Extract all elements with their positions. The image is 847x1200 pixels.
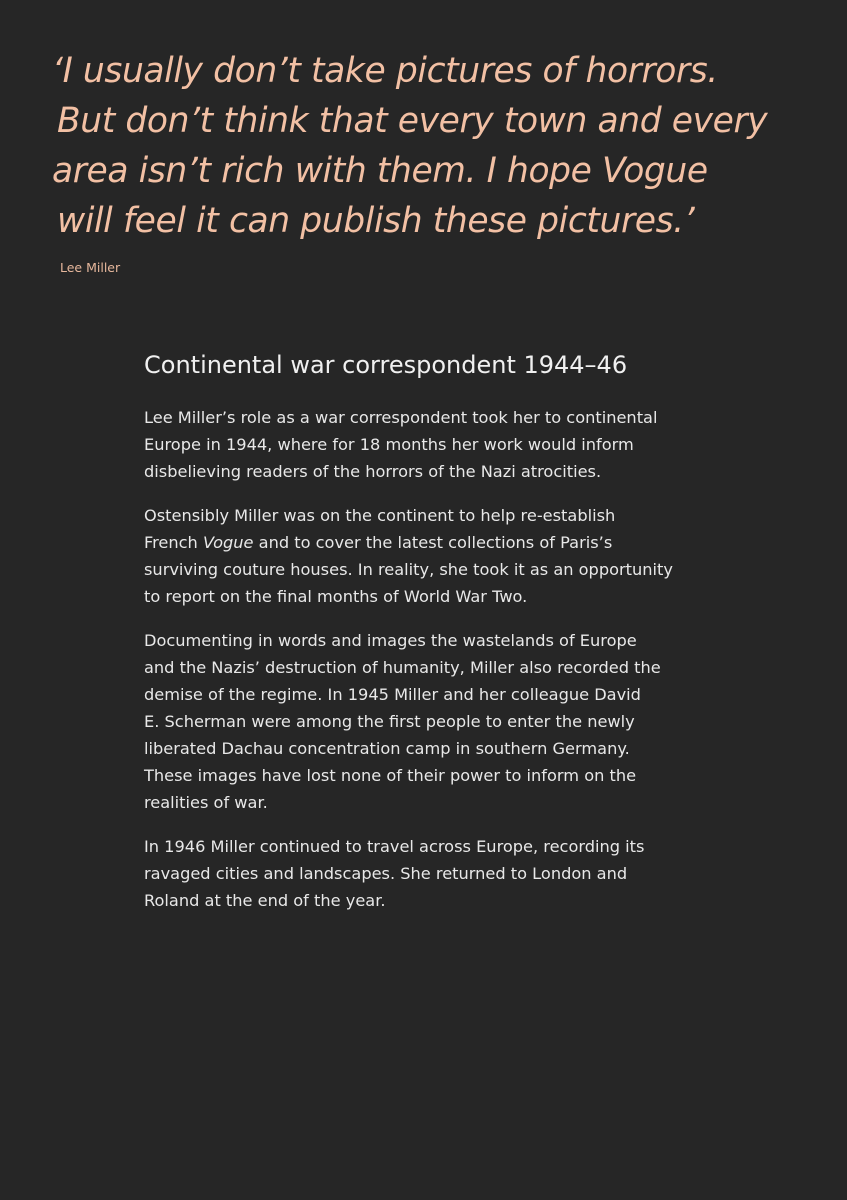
- article-section: [144, 348, 724, 931]
- paragraph-text-segment: French: [144, 533, 203, 552]
- article-paragraph-4: [144, 833, 724, 914]
- paragraph-line: ravaged cities and landscapes. She returned to London and: [144, 864, 628, 883]
- pull-quote-line: will feel it can publish these pictures.’: [57, 201, 695, 241]
- paragraph-line: [144, 529, 724, 556]
- paragraph-line: liberated Dachau concentration camp in southern Germany.: [144, 739, 630, 758]
- paragraph-line: realities of war.: [144, 793, 268, 812]
- section-heading: Continental war correspondent 1944–46: [144, 351, 628, 379]
- paragraph-line: Roland at the end of the year.: [144, 891, 386, 910]
- paragraph-line: These images have lost none of their power to inform on the: [144, 766, 637, 785]
- paragraph-line: Documenting in words and images the wastelands of Europe: [144, 631, 637, 650]
- article-paragraph-3: [144, 627, 724, 816]
- paragraph-line: Lee Miller’s role as a war correspondent took her to continental: [144, 408, 658, 427]
- paragraph-line: disbelieving readers of the horrors of the Nazi atrocities.: [144, 462, 602, 481]
- pull-quote-line: But don’t think that every town and every: [57, 101, 768, 141]
- pull-quote-line: area isn’t rich with them. I hope Vogue: [52, 151, 708, 191]
- paragraph-line: to report on the final months of World War Two.: [144, 587, 528, 606]
- paragraph-line: surviving couture houses. In reality, she took it as an opportunity: [144, 560, 673, 579]
- pull-quote: [52, 46, 812, 276]
- paragraph-line: and the Nazis’ destruction of humanity, Miller also recorded the: [144, 658, 661, 677]
- paragraph-line: demise of the regime. In 1945 Miller and her colleague David: [144, 685, 641, 704]
- pull-quote-text: [52, 46, 812, 246]
- paragraph-line: Ostensibly Miller was on the continent to help re-establish: [144, 506, 616, 525]
- paragraph-text-segment: and to cover the latest collections of Paris’s: [253, 533, 613, 552]
- paragraph-line: In 1946 Miller continued to travel across Europe, recording its: [144, 837, 645, 856]
- pull-quote-line: ‘I usually don’t take pictures of horrors.: [52, 51, 718, 91]
- vogue-emphasis: Vogue: [202, 533, 254, 552]
- article-paragraph-2: [144, 502, 724, 610]
- article-paragraph-1: [144, 404, 724, 485]
- paragraph-line: E. Scherman were among the first people to enter the newly: [144, 712, 635, 731]
- paragraph-line: Europe in 1944, where for 18 months her work would inform: [144, 435, 634, 454]
- quote-attribution: Lee Miller: [60, 260, 121, 275]
